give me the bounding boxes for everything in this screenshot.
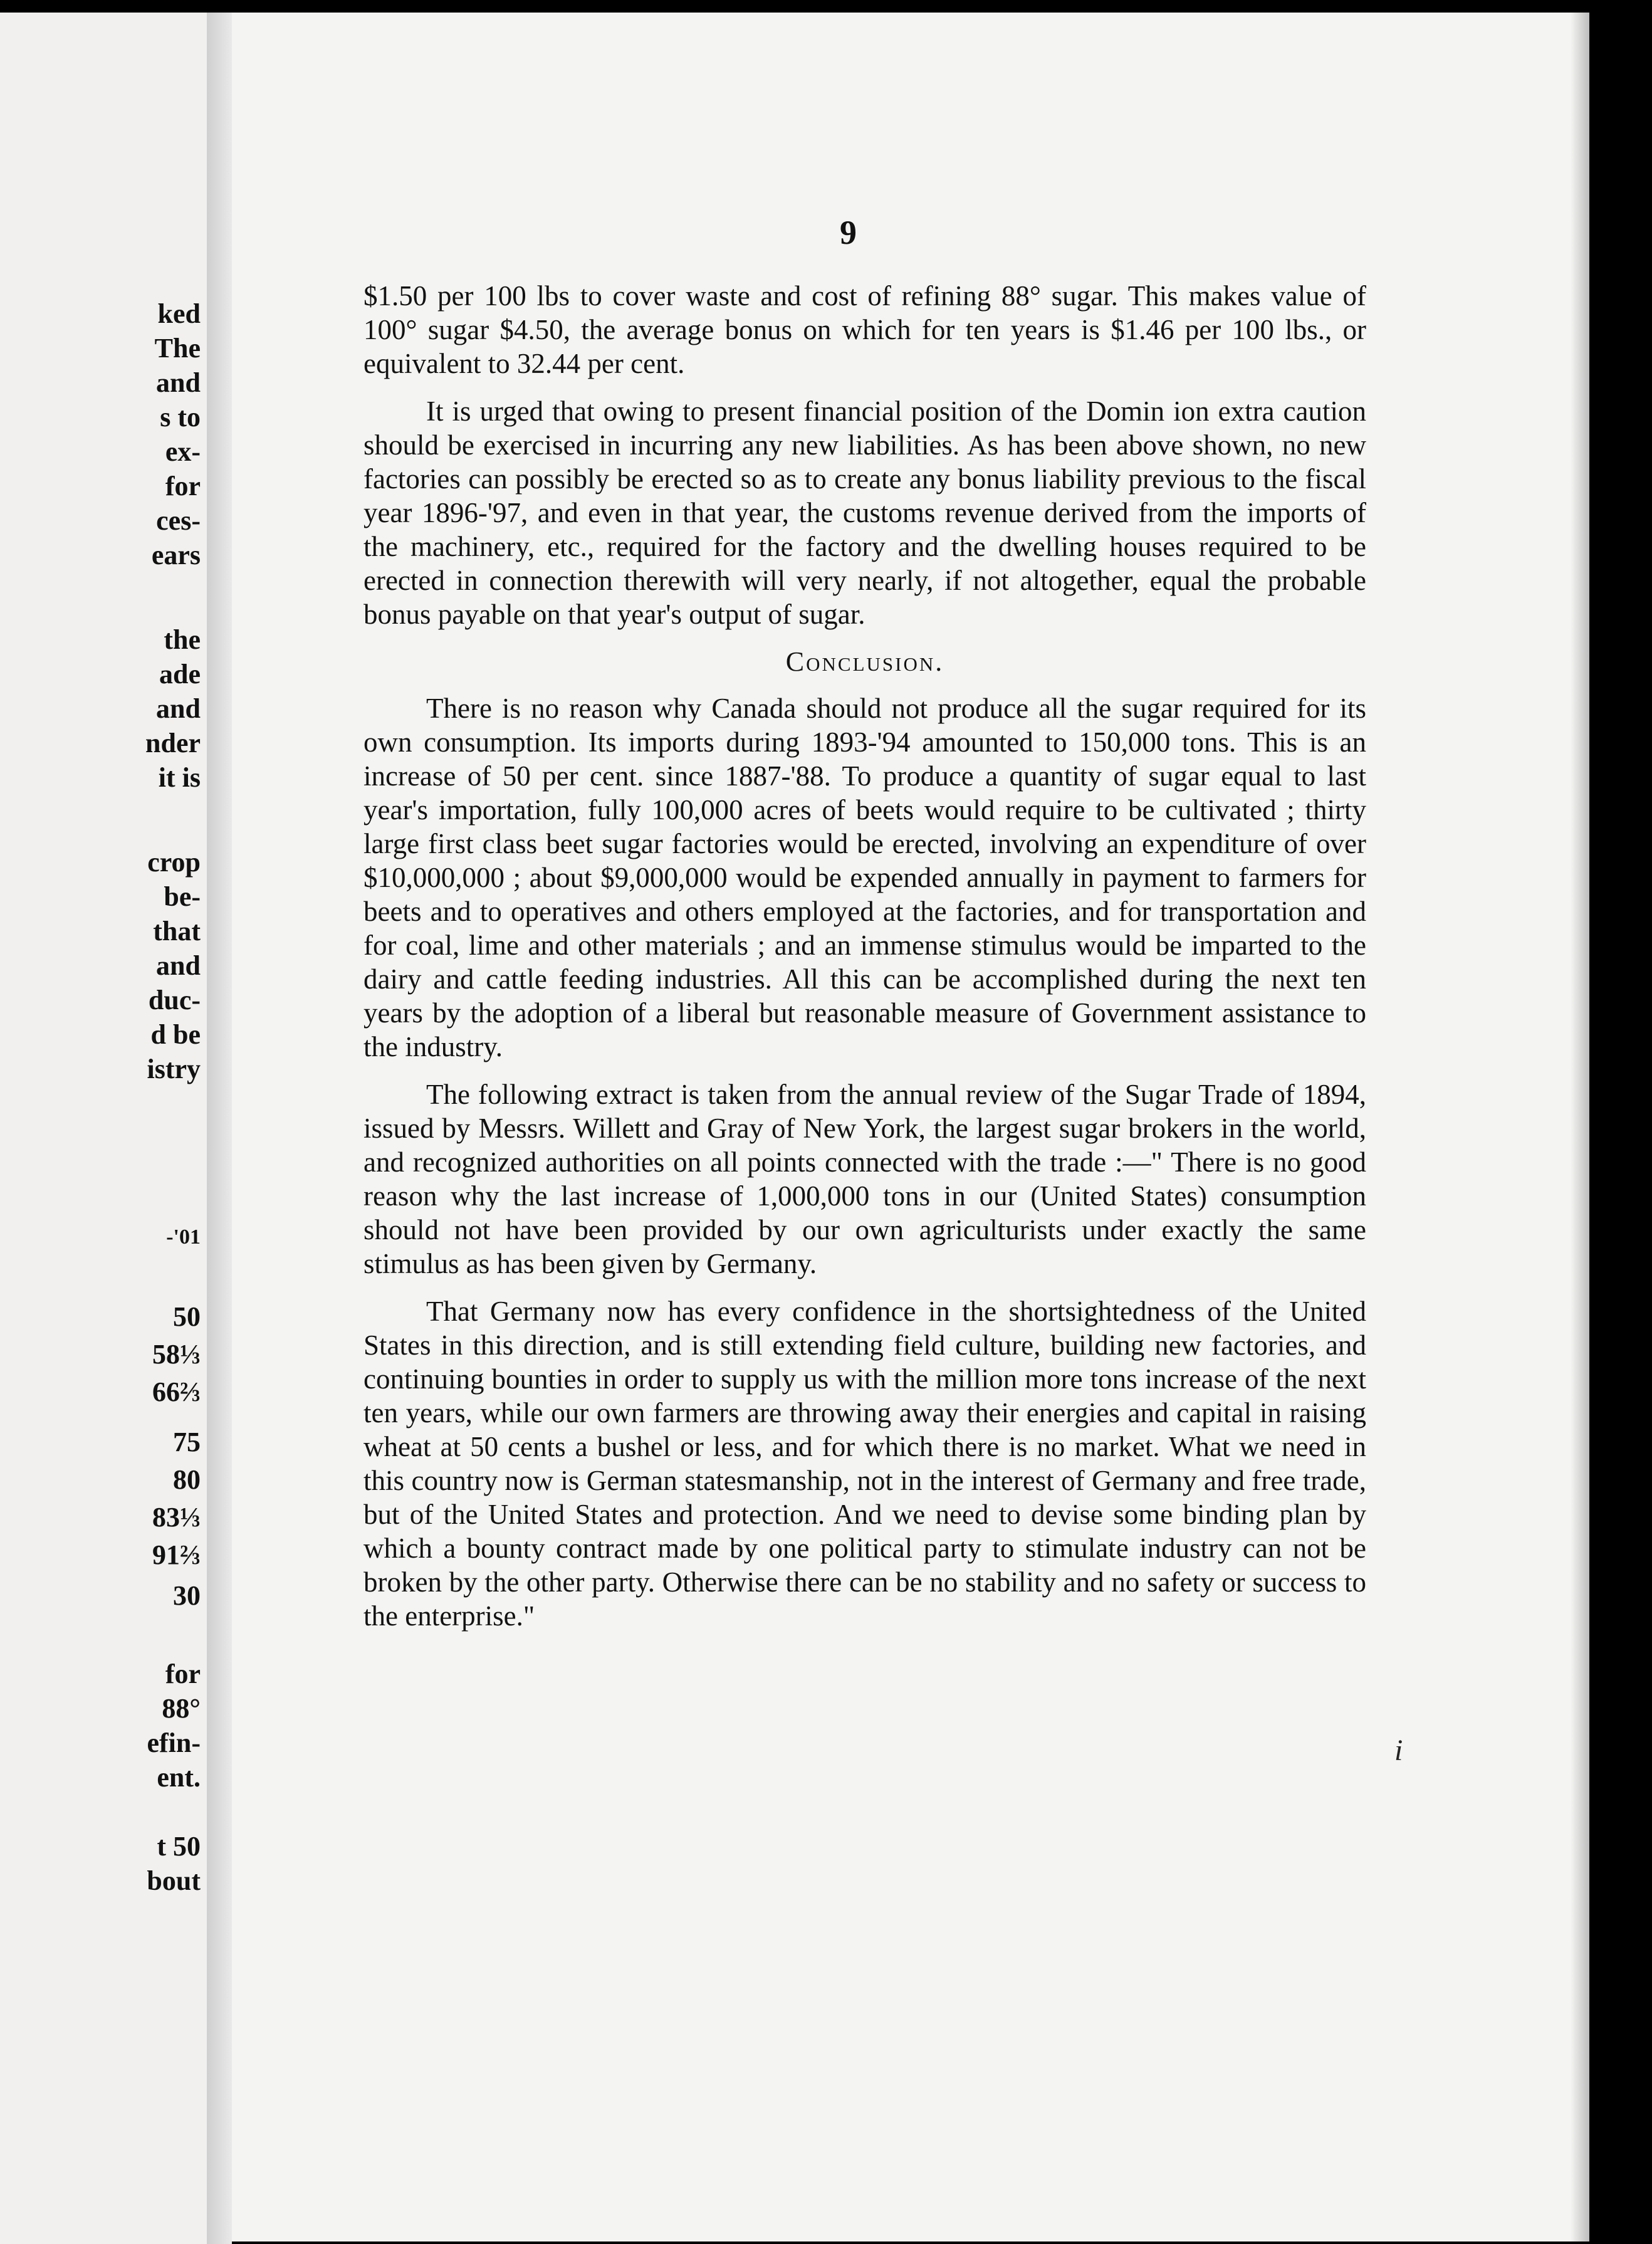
fragment: ked — [157, 298, 201, 329]
fragment: for — [165, 1659, 201, 1689]
fragment: crop — [147, 847, 201, 878]
fragment: 80 — [173, 1464, 201, 1495]
fragment: bout — [147, 1865, 201, 1896]
fragment: t 50 — [157, 1831, 201, 1862]
fragment: ears — [151, 540, 201, 570]
fragment: duc- — [148, 985, 201, 1015]
fragment: be- — [164, 881, 201, 912]
paragraph: The following extract is taken from the annual review of the Sugar Trade of 1894, issued by Messrs. Willett and Gray of New York, the largest sugar brokers in the world, and recognized authorities on all points connected with the trade :—" There is no good reason why the last increase of 1,000,000 tons in our (United States) consumption should not have been provided by our own agriculturists under exactly the same stimulus as has been given by Germany. — [363, 1079, 1366, 1279]
fragment: 66⅔ — [152, 1376, 201, 1407]
fragment: nder — [145, 728, 201, 758]
handwritten-margin-mark: i — [1394, 1734, 1403, 1767]
fragment: it is — [158, 762, 201, 793]
scan-border-right — [1589, 13, 1652, 2241]
fragment: 83⅓ — [152, 1502, 201, 1533]
fragment: istry — [147, 1054, 201, 1084]
paragraph: It is urged that owing to present financial position of the Domin ion extra caution should be exercised in incurring any new liabilities. As has been above shown, no new factories can possibly be erected so as to create any bonus liability previous to the fiscal year 1896-'97, and even in that year, the customs revenue derived from the imports of the machinery, etc., required for the factory and the dwelling houses required to be erected in connection therewith will very nearly, if not altogether, equal the probable bonus payable on that year's output of sugar. — [363, 396, 1366, 630]
page-number: 9 — [840, 214, 857, 251]
fragment: 58⅓ — [152, 1339, 201, 1370]
fragment: the — [164, 624, 201, 655]
fragment: ces- — [156, 505, 201, 536]
paragraph: That Germany now has every confidence in the shortsightedness of the United States in this direction, and is still extending field culture, building new factories, and continuing bounties in order to supply us with the million more tons increase of the next ten years, while our own farmers are throwing away their energies and capital in raising wheat at 50 cents a bushel or less, and for which there is no market. What we need in this country now is German statesmanship, not in the interest of Germany and free trade, but of the United States and protection. And we need to devise some binding plan by which a bounty contract made by one political party to stimulate industry can not be broken by the other party. Otherwise there can be no stability and no safety or success to the enterprise." — [363, 1296, 1366, 1632]
fragment: 75 — [173, 1427, 201, 1457]
fragment: and — [156, 693, 201, 724]
fragment: and — [156, 367, 201, 398]
section-heading: Conclusion. — [785, 646, 944, 677]
fragment: and — [156, 950, 201, 981]
paragraph: $1.50 per 100 lbs to cover waste and cost of refining 88° sugar. This makes value of 100° sugar $4.50, the average bonus on which for ten years is $1.46 per 100 lbs., or equivalent to 32.44 per cent. — [363, 280, 1366, 379]
fragment: 88° — [162, 1693, 201, 1724]
fragment: ent. — [157, 1762, 201, 1793]
fragment: 30 — [173, 1580, 201, 1611]
fragment: d be — [150, 1019, 201, 1050]
fragment: for — [165, 471, 201, 501]
paragraph: There is no reason why Canada should not produce all the sugar required for its own consumption. Its imports during 1893-'94 amounted to 150,000 tons. This is an increase of 50 per cent. since 1887-'88. To produce a quantity of sugar equal to last year's importation, fully 100,000 acres of beets would require to be cultivated ; thirty large first class beet sugar factories would be erected, involving an expenditure of over $10,000,000 ; about $9,000,000 would be expended annually in payment to farmers for beets and to operatives and others employed at the factories, and for transportation and for coal, lime and other materials ; and an immense stimulus would be imparted to the dairy and cattle feeding industries. All this can be accomplished during the next ten years by the adoption of a liberal but reasonable measure of Government assistance to the industry. — [363, 693, 1366, 1062]
fragment: efin- — [147, 1728, 201, 1758]
fragment: ade — [159, 659, 201, 689]
fragment: 50 — [173, 1301, 201, 1332]
previous-page-fragment — [0, 13, 207, 2244]
fragment: that — [153, 916, 201, 946]
page-gutter — [207, 13, 232, 2244]
fragment: 91⅔ — [152, 1539, 201, 1570]
fragment: -'01 — [166, 1225, 201, 1249]
fragment: ex- — [165, 436, 201, 467]
fragment: s to — [160, 402, 201, 433]
page-body — [363, 279, 1366, 1647]
fragment: The — [154, 333, 201, 364]
